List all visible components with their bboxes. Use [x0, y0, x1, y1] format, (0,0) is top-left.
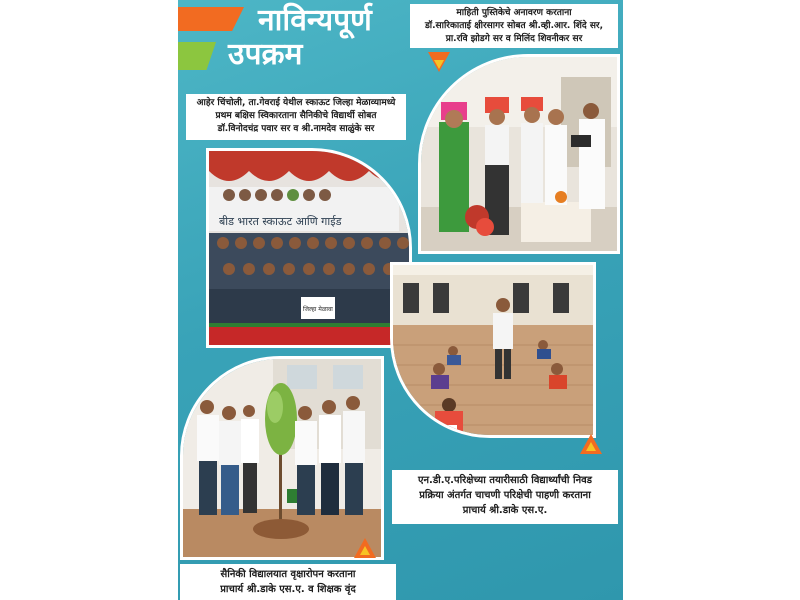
page-subtitle: उपक्रम	[228, 37, 303, 72]
caption-line: आहेर चिंचोली, ता.गेवराई येथील स्काऊट जिल्हा मेळाव्यामध्ये	[196, 98, 396, 108]
caption-line: प्राचार्य श्री.डाके एस.ए. व शिक्षक वृंद	[220, 584, 356, 595]
caption-line: प्रक्रिया अंतर्गत चाचणी परिक्षेची पाहणी करताना	[419, 490, 591, 501]
page-title: नाविन्यपूर्ण	[258, 3, 372, 38]
photo-exam-ground	[390, 262, 596, 438]
caption-bottom-right	[392, 470, 618, 524]
magazine-page	[178, 0, 623, 600]
photo-unveiling	[418, 54, 620, 254]
photo-scout-group	[206, 148, 412, 348]
caption-line: प्रथम बक्षिस स्विकारताना सैनिकीचे विद्यार्थी सोबत	[215, 111, 377, 121]
caption-line: सैनिकी विद्यालयात वृक्षारोपन करताना	[220, 569, 356, 580]
orange-stripe	[178, 7, 244, 31]
caption-line: माहिती पुस्तिकेचे अनावरण करताना	[456, 8, 572, 18]
caption-line: एन.डी.ए.परिक्षेच्या तयारीसाठी विद्यार्थ्यांची निवड	[417, 475, 593, 486]
caption-top-right	[410, 4, 618, 48]
photo-tree-plantation	[180, 356, 384, 560]
caption-mid-left	[186, 94, 406, 140]
caption-bottom-left	[180, 564, 396, 600]
caption-line: प्राचार्य श्री.डाके एस.ए.	[462, 505, 548, 516]
banner-text: बीड भारत स्काऊट आणि गाईड	[219, 215, 342, 228]
caption-line: डॉ.विनोदचंद्र पवार सर व श्री.नामदेव साळुंके सर	[217, 124, 375, 134]
caption-line: प्रा.रवि झोडगे सर व मिलिंद शिवनीकर सर	[445, 34, 583, 44]
caption-line: डॉ.सारिकाताई क्षीरसागर सोबत श्री.व्ही.आर. शिंदे सर,	[424, 21, 604, 31]
board-text: जिल्हा मेळावा	[303, 306, 333, 313]
green-stripe	[178, 42, 216, 70]
